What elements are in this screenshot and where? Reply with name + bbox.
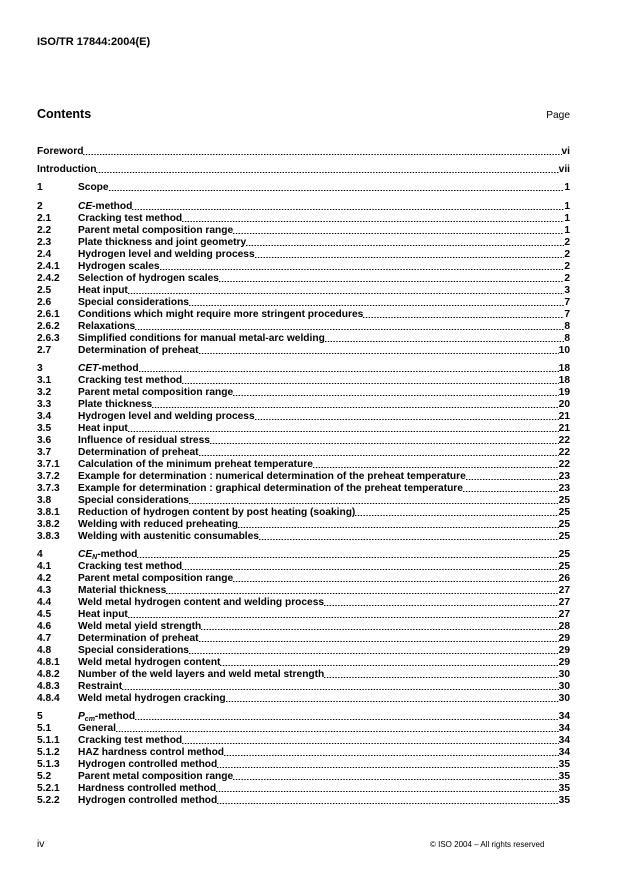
toc-entry-number: 5.2: [37, 771, 52, 783]
toc-entry-number: 5.2.2: [37, 795, 60, 807]
dot-leader: [233, 225, 564, 237]
dot-leader: [135, 321, 564, 333]
toc-entry[interactable]: [37, 459, 570, 471]
toc-entry-page: 34: [558, 711, 570, 723]
toc-entry-title: Selection of hydrogen scales: [78, 272, 219, 284]
toc-entry-page: 25: [558, 560, 570, 572]
dot-leader: [132, 201, 564, 213]
toc-entry-page: 35: [558, 771, 570, 783]
toc-entry-number: 2.6: [37, 296, 52, 308]
toc-entry-title: Number of the weld layers and weld metal strength: [78, 668, 325, 680]
toc-entry-page: 1: [564, 224, 570, 236]
toc-entry-page: 22: [558, 434, 570, 446]
toc-entry[interactable]: [37, 435, 570, 447]
dot-leader: [210, 435, 559, 447]
toc-entry[interactable]: [37, 723, 570, 735]
dot-leader: [217, 795, 558, 807]
toc-entry-page: 7: [564, 308, 570, 320]
toc-entry-number: 4.1: [37, 560, 52, 572]
toc-entry-title: HAZ hardness control method: [78, 747, 225, 759]
dot-leader: [199, 447, 559, 459]
toc-entry-number: 3.7.2: [37, 470, 60, 482]
toc-entry[interactable]: [37, 609, 570, 621]
dot-leader: [139, 363, 559, 375]
page-number: iv: [37, 839, 45, 850]
dot-leader: [128, 423, 559, 435]
toc-entry-number: 3.8.2: [37, 518, 60, 530]
toc-entry-page: 19: [558, 386, 570, 398]
toc-entry[interactable]: [37, 681, 570, 693]
toc-entry-title: Welding with austenitic consumables: [78, 530, 259, 542]
toc-entry[interactable]: [37, 411, 570, 423]
toc-entry-title: Plate thickness: [78, 398, 153, 410]
dot-leader: [355, 507, 558, 519]
toc-entry-page: 20: [558, 398, 570, 410]
toc-entry[interactable]: [37, 573, 570, 585]
toc-entry-page: 25: [558, 548, 570, 560]
toc-entry[interactable]: [37, 363, 570, 375]
toc-entry[interactable]: [37, 735, 570, 747]
toc-entry-page: 29: [558, 644, 570, 656]
toc-entry-title: Heat input: [78, 608, 128, 620]
toc-entry-number: 3.8.1: [37, 506, 60, 518]
toc-entry-number: 3.6: [37, 434, 52, 446]
dot-leader: [324, 669, 558, 681]
toc-entry[interactable]: [37, 213, 570, 225]
dot-leader: [116, 723, 559, 735]
toc-entry-number: 2.6.3: [37, 332, 60, 344]
toc-entry-page: 1: [564, 212, 570, 224]
toc-entry-page: vi: [561, 146, 570, 157]
toc-entry-number: 4.6: [37, 620, 52, 632]
toc-entry-title: Parent metal composition range: [78, 572, 234, 584]
dot-leader: [463, 483, 559, 495]
toc-entry-number: 4.3: [37, 584, 52, 596]
dot-leader: [313, 459, 559, 471]
toc-entry-title: Hydrogen level and welding process: [78, 248, 255, 260]
toc-entry-page: 25: [558, 530, 570, 542]
dot-leader: [220, 657, 558, 669]
dot-leader: [259, 531, 559, 543]
toc-entry-page: 35: [558, 759, 570, 771]
dot-leader: [255, 249, 565, 261]
toc-title-symbol: CE: [78, 548, 93, 560]
toc-entry[interactable]: [37, 795, 570, 807]
toc-title-text: -method: [92, 200, 133, 212]
toc-entry[interactable]: [37, 225, 570, 237]
dot-leader: [96, 164, 558, 176]
toc-entry-page: 1: [564, 182, 570, 194]
toc-entry[interactable]: [37, 471, 570, 483]
toc-entry-title: Example for determination : numerical determination of the preheat temperature: [78, 470, 466, 482]
toc-entry-number: 2.4.2: [37, 272, 60, 284]
dot-leader: [182, 213, 564, 225]
toc-entry-number: 3: [37, 362, 43, 374]
toc-entry-title: Cracking test method: [78, 374, 183, 386]
toc-entry-title: Determination of preheat: [78, 344, 199, 356]
toc-entry-title: Determination of preheat: [78, 446, 199, 458]
toc-entry[interactable]: [37, 399, 570, 411]
toc-entry-number: 2: [37, 200, 43, 212]
toc-entry-page: 18: [558, 362, 570, 374]
toc-entry-number: 3.2: [37, 386, 52, 398]
toc-entry[interactable]: [37, 423, 570, 435]
toc-entry-number: 5.1: [37, 723, 52, 735]
dot-leader: [189, 645, 559, 657]
toc-entry[interactable]: [37, 771, 570, 783]
toc-entry-title: General: [78, 723, 116, 735]
toc-entry-number: 3.1: [37, 374, 52, 386]
toc-entry-number: 3.7.3: [37, 482, 60, 494]
toc-entry-page: 35: [558, 783, 570, 795]
toc-entry-page: 3: [564, 284, 570, 296]
toc-entry-number: 4.2: [37, 572, 52, 584]
dot-leader: [224, 747, 559, 759]
document-id: ISO/TR 17844:2004(E): [37, 36, 151, 48]
toc-entry-title: Plate thickness and joint geometry: [78, 236, 247, 248]
toc-entry[interactable]: [37, 297, 570, 309]
toc-entry[interactable]: [37, 447, 570, 459]
toc-entry[interactable]: [37, 387, 570, 399]
copyright-notice: © ISO 2004 – All rights reserved: [430, 840, 545, 849]
dot-leader: [466, 471, 559, 483]
toc-entry[interactable]: [37, 747, 570, 759]
toc-title-symbol: CE: [78, 200, 93, 212]
toc-entry-title: Calculation of the minimum preheat temperature: [78, 458, 313, 470]
toc-entry-title: [78, 549, 137, 561]
dot-leader: [109, 182, 565, 194]
toc-entry-number: 3.4: [37, 410, 52, 422]
toc-entry-title: Weld metal hydrogen content and welding process: [78, 596, 325, 608]
toc-entry-page: 29: [558, 632, 570, 644]
dot-leader: [324, 597, 559, 609]
toc-entry-number: 4.8.2: [37, 668, 60, 680]
dot-leader: [363, 309, 564, 321]
toc-entry[interactable]: [37, 333, 570, 345]
toc-entry[interactable]: [37, 693, 570, 705]
dot-leader: [199, 633, 559, 645]
toc-entry-title: Restraint: [78, 680, 123, 692]
toc-title-symbol: CET: [78, 362, 99, 374]
toc-entry-page: 25: [558, 518, 570, 530]
toc-entry-page: 18: [558, 374, 570, 386]
toc-entry[interactable]: [37, 309, 570, 321]
toc-title-subscript: N: [92, 553, 98, 561]
toc-entry-number: 2.1: [37, 212, 52, 224]
dot-leader: [122, 681, 558, 693]
toc-entry-page: 27: [558, 608, 570, 620]
toc-entry[interactable]: [37, 759, 570, 771]
toc-entry-title: [78, 363, 139, 375]
contents-header: [37, 107, 570, 123]
toc-entry-title: Determination of preheat: [78, 632, 199, 644]
toc-entry[interactable]: [37, 657, 570, 669]
toc-entry-number: 5.2.1: [37, 783, 60, 795]
toc-entry[interactable]: [37, 633, 570, 645]
toc-entry-title: Welding with reduced preheating: [78, 518, 238, 530]
toc-entry-title: Special considerations: [78, 296, 189, 308]
toc-entry-number: 5: [37, 711, 43, 723]
toc-entry-number: 4.8.3: [37, 680, 60, 692]
toc-entry-title: Heat input: [78, 422, 128, 434]
dot-leader: [199, 345, 559, 357]
page-column-label: Page: [546, 110, 570, 121]
toc-entry-title: Parent metal composition range: [78, 386, 234, 398]
toc-title-subscript: cm: [84, 716, 95, 724]
toc-entry[interactable]: [37, 201, 570, 213]
dot-leader: [233, 387, 559, 399]
toc-entry[interactable]: [37, 375, 570, 387]
toc-entry-page: 22: [558, 458, 570, 470]
dot-leader: [325, 333, 565, 345]
toc-entry-number: 3.3: [37, 398, 52, 410]
toc-entry[interactable]: [37, 549, 570, 561]
toc-entry-title: Parent metal composition range: [78, 224, 234, 236]
dot-leader: [201, 621, 558, 633]
toc-entry-page: 2: [564, 236, 570, 248]
toc-entry-page: 25: [558, 506, 570, 518]
toc-entry-title: Parent metal composition range: [78, 771, 234, 783]
toc-entry-number: 5.1.3: [37, 759, 60, 771]
toc-entry-page: vii: [558, 164, 570, 176]
toc-entry-title: Scope: [78, 182, 109, 194]
toc-entry-page: 29: [558, 656, 570, 668]
toc-entry-number: 4.7: [37, 632, 52, 644]
toc-title-text: -method: [97, 548, 138, 560]
toc-entry[interactable]: [37, 483, 570, 495]
toc-entry-number: 4.8.4: [37, 692, 60, 704]
toc-entry-page: 23: [558, 482, 570, 494]
toc-entry-page: 30: [558, 680, 570, 692]
toc-entry-page: 1: [564, 200, 570, 212]
toc-entry-number: 2.7: [37, 344, 52, 356]
dot-leader: [182, 561, 558, 573]
toc-entry[interactable]: [37, 261, 570, 273]
dot-leader: [246, 237, 564, 249]
toc-entry-page: 21: [558, 422, 570, 434]
dot-leader: [166, 585, 558, 597]
toc-entry-number: 2.6.1: [37, 308, 60, 320]
toc-entry-page: 25: [558, 494, 570, 506]
toc-entry-page: 35: [558, 795, 570, 807]
toc-entry-number: 3.8.3: [37, 530, 60, 542]
toc-entry[interactable]: [37, 237, 570, 249]
toc-entry-number: 5.1.1: [37, 735, 60, 747]
toc-entry-title: Hydrogen controlled method: [78, 795, 218, 807]
toc-entry-number: 5.1.2: [37, 747, 60, 759]
toc-title-symbol: P: [78, 711, 85, 723]
contents-heading: Contents: [37, 107, 92, 121]
toc-entry-number: 4.4: [37, 596, 52, 608]
toc-entry[interactable]: [37, 645, 570, 657]
toc-entry-page: 7: [564, 296, 570, 308]
dot-leader: [216, 783, 559, 795]
toc-entry-page: 8: [564, 320, 570, 332]
dot-leader: [219, 273, 564, 285]
toc-entry-page: 27: [558, 584, 570, 596]
toc-entry-title: Foreword: [37, 146, 84, 157]
toc-entry[interactable]: [37, 585, 570, 597]
toc-entry[interactable]: [37, 561, 570, 573]
toc-entry-page: 2: [564, 272, 570, 284]
toc-entry-page: 30: [558, 692, 570, 704]
dot-leader: [128, 285, 565, 297]
toc-entry[interactable]: [37, 249, 570, 261]
toc-entry-title: Weld metal yield strength: [78, 620, 202, 632]
dot-leader: [189, 495, 559, 507]
toc-entry-title: Special considerations: [78, 494, 189, 506]
toc-entry[interactable]: [37, 345, 570, 357]
toc-entry-page: 34: [558, 747, 570, 759]
toc-entry[interactable]: [37, 711, 570, 723]
toc-entry-page: 10: [558, 344, 570, 356]
toc-entry-title: Weld metal hydrogen cracking: [78, 692, 226, 704]
toc-title-text: -method: [98, 362, 139, 374]
dot-leader: [233, 771, 559, 783]
toc-entry-title: Example for determination : graphical determination of the preheat temperature: [78, 482, 463, 494]
toc-entry-number: 2.5: [37, 284, 52, 296]
toc-entry[interactable]: [37, 621, 570, 633]
toc-entry-number: 2.2: [37, 224, 52, 236]
toc-entry-title: Material thickness: [78, 584, 167, 596]
toc-entry-page: 34: [558, 735, 570, 747]
dot-leader: [226, 693, 559, 705]
dot-leader: [152, 399, 558, 411]
toc-entry-title: Hydrogen scales: [78, 260, 160, 272]
toc-entry-title: Reduction of hydrogen content by post heating (soaking): [78, 506, 356, 518]
toc-entry[interactable]: [37, 597, 570, 609]
toc-entry-page: 34: [558, 723, 570, 735]
dot-leader: [182, 375, 558, 387]
toc-entry[interactable]: [37, 531, 570, 543]
toc-entry-number: 2.6.2: [37, 320, 60, 332]
toc-entry-title: Introduction: [37, 164, 97, 176]
dot-leader: [160, 261, 565, 273]
toc-title-text: -method: [94, 711, 136, 723]
toc-entry[interactable]: [37, 146, 570, 158]
toc-entry-page: 27: [558, 596, 570, 608]
dot-leader: [128, 609, 559, 621]
dot-leader: [189, 297, 564, 309]
toc-entry-number: 3.5: [37, 422, 52, 434]
toc-entry[interactable]: [37, 507, 570, 519]
toc-entry-page: 23: [558, 470, 570, 482]
toc-entry-page: 22: [558, 446, 570, 458]
toc-entry-title: Influence of residual stress: [78, 434, 210, 446]
toc-entry-title: Hydrogen controlled method: [78, 759, 218, 771]
toc-entry-title: Special considerations: [78, 644, 189, 656]
dot-leader: [83, 146, 561, 158]
toc-entry-page: 26: [558, 572, 570, 584]
toc-entry-title: Simplified conditions for manual metal-arc welding: [78, 332, 325, 344]
toc-entry[interactable]: [37, 783, 570, 795]
toc-entry-title: Heat input: [78, 284, 128, 296]
toc-entry-number: 2.4.1: [37, 260, 60, 272]
toc-entry-title: Hardness controlled method: [78, 783, 217, 795]
toc-entry-page: 8: [564, 332, 570, 344]
dot-leader: [182, 735, 558, 747]
toc-entry[interactable]: [37, 669, 570, 681]
dot-leader: [137, 549, 558, 561]
toc-entry-title: [78, 711, 135, 723]
toc-entry-number: 1: [37, 182, 43, 194]
toc-entry-page: 2: [564, 260, 570, 272]
toc-entry[interactable]: [37, 285, 570, 297]
toc-entry-title: Cracking test method: [78, 735, 183, 747]
toc-entry-title: [78, 201, 132, 213]
dot-leader: [217, 759, 558, 771]
toc-entry-number: 4.8: [37, 644, 52, 656]
toc-entry-title: Cracking test method: [78, 212, 183, 224]
toc-entry-number: 2.3: [37, 236, 52, 248]
toc-entry[interactable]: [37, 519, 570, 531]
toc-entry-number: 2.4: [37, 248, 52, 260]
toc-entry[interactable]: [37, 164, 570, 176]
dot-leader: [135, 711, 559, 723]
toc-entry-title: Cracking test method: [78, 560, 183, 572]
toc-entry-title: Hydrogen level and welding process: [78, 410, 255, 422]
toc-entry-page: 21: [558, 410, 570, 422]
dot-leader: [255, 411, 559, 423]
dot-leader: [238, 519, 559, 531]
toc-entry[interactable]: [37, 321, 570, 333]
table-of-contents: [37, 146, 570, 807]
toc-entry-page: 28: [558, 620, 570, 632]
toc-entry-number: 4.5: [37, 608, 52, 620]
toc-entry-number: 3.7: [37, 446, 52, 458]
toc-entry-number: 4.8.1: [37, 656, 60, 668]
toc-entry[interactable]: [37, 182, 570, 194]
toc-entry-number: 3.8: [37, 494, 52, 506]
toc-entry-title: Weld metal hydrogen content: [78, 656, 221, 668]
toc-entry-title: Relaxations: [78, 320, 136, 332]
toc-entry[interactable]: [37, 273, 570, 285]
dot-leader: [233, 573, 559, 585]
toc-entry-page: 30: [558, 668, 570, 680]
toc-entry[interactable]: [37, 495, 570, 507]
toc-entry-number: 3.7.1: [37, 458, 60, 470]
toc-entry-number: 4: [37, 548, 43, 560]
toc-entry-title: Conditions which might require more stringent procedures: [78, 308, 364, 320]
toc-entry-page: 2: [564, 248, 570, 260]
